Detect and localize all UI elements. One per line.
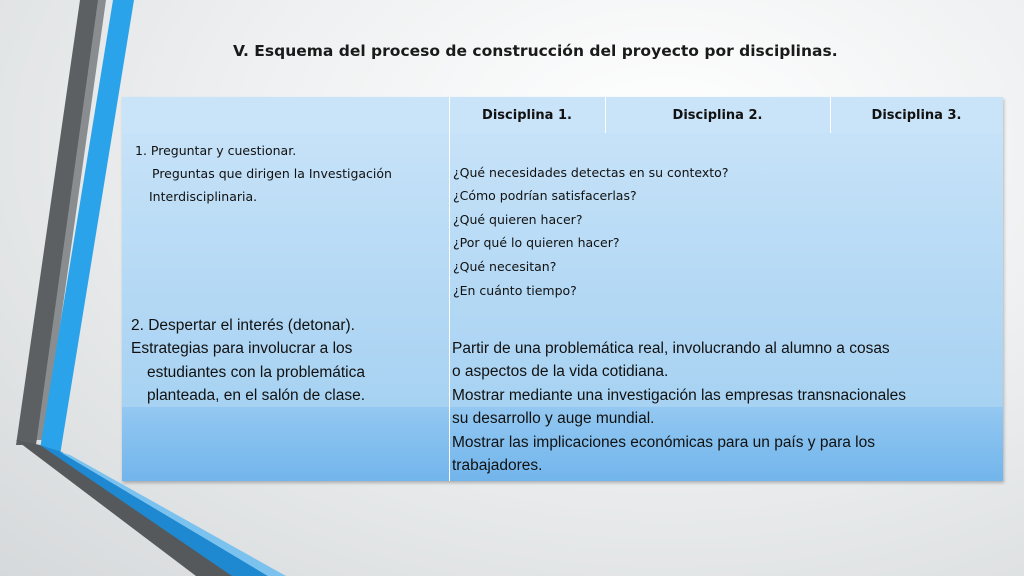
row1-question: ¿Cómo podrían satisfacerlas? bbox=[453, 188, 637, 203]
header-cell-empty bbox=[122, 97, 449, 133]
row2-label-line: Estrategias para involucrar a los bbox=[131, 340, 353, 357]
row2-content-line: Mostrar las implicaciones económicas para un país y para los bbox=[452, 434, 875, 451]
row1-label-line: Preguntas que dirigen la Investigación bbox=[152, 166, 392, 181]
row1-label-line: Interdisciplinaria. bbox=[149, 189, 258, 204]
row2-label-line: planteada, en el salón de clase. bbox=[147, 387, 366, 404]
row1-label-line: 1. Preguntar y cuestionar. bbox=[135, 143, 297, 158]
row1-question: ¿Por qué lo quieren hacer? bbox=[453, 235, 620, 250]
row2-content-line: trabajadores. bbox=[452, 457, 543, 474]
slide-title: V. Esquema del proceso de construcción del proyecto por disciplinas. bbox=[233, 42, 838, 60]
row2-label-line: 2. Despertar el interés (detonar). bbox=[131, 317, 355, 334]
row1-question: ¿Qué necesidades detectas en su contexto? bbox=[453, 165, 729, 180]
row2-content-line: su desarrollo y auge mundial. bbox=[452, 410, 655, 427]
row2-content-line: o aspectos de la vida cotidiana. bbox=[452, 363, 669, 380]
row1-question: ¿Qué necesitan? bbox=[453, 259, 557, 274]
row1-question: ¿En cuánto tiempo? bbox=[453, 283, 577, 298]
process-table bbox=[122, 97, 1003, 481]
column-divider bbox=[449, 97, 450, 481]
row2-content-line: Mostrar mediante una investigación las empresas transnacionales bbox=[452, 387, 907, 404]
header-disciplina-1: Disciplina 1. bbox=[482, 107, 572, 123]
row1-question: ¿Qué quieren hacer? bbox=[453, 212, 583, 227]
header-disciplina-2: Disciplina 2. bbox=[672, 107, 763, 123]
row2-label-line: estudiantes con la problemática bbox=[147, 364, 365, 381]
header-disciplina-3: Disciplina 3. bbox=[871, 107, 962, 123]
row2-content-line: Partir de una problemática real, involucrando al alumno a cosas bbox=[452, 340, 890, 357]
